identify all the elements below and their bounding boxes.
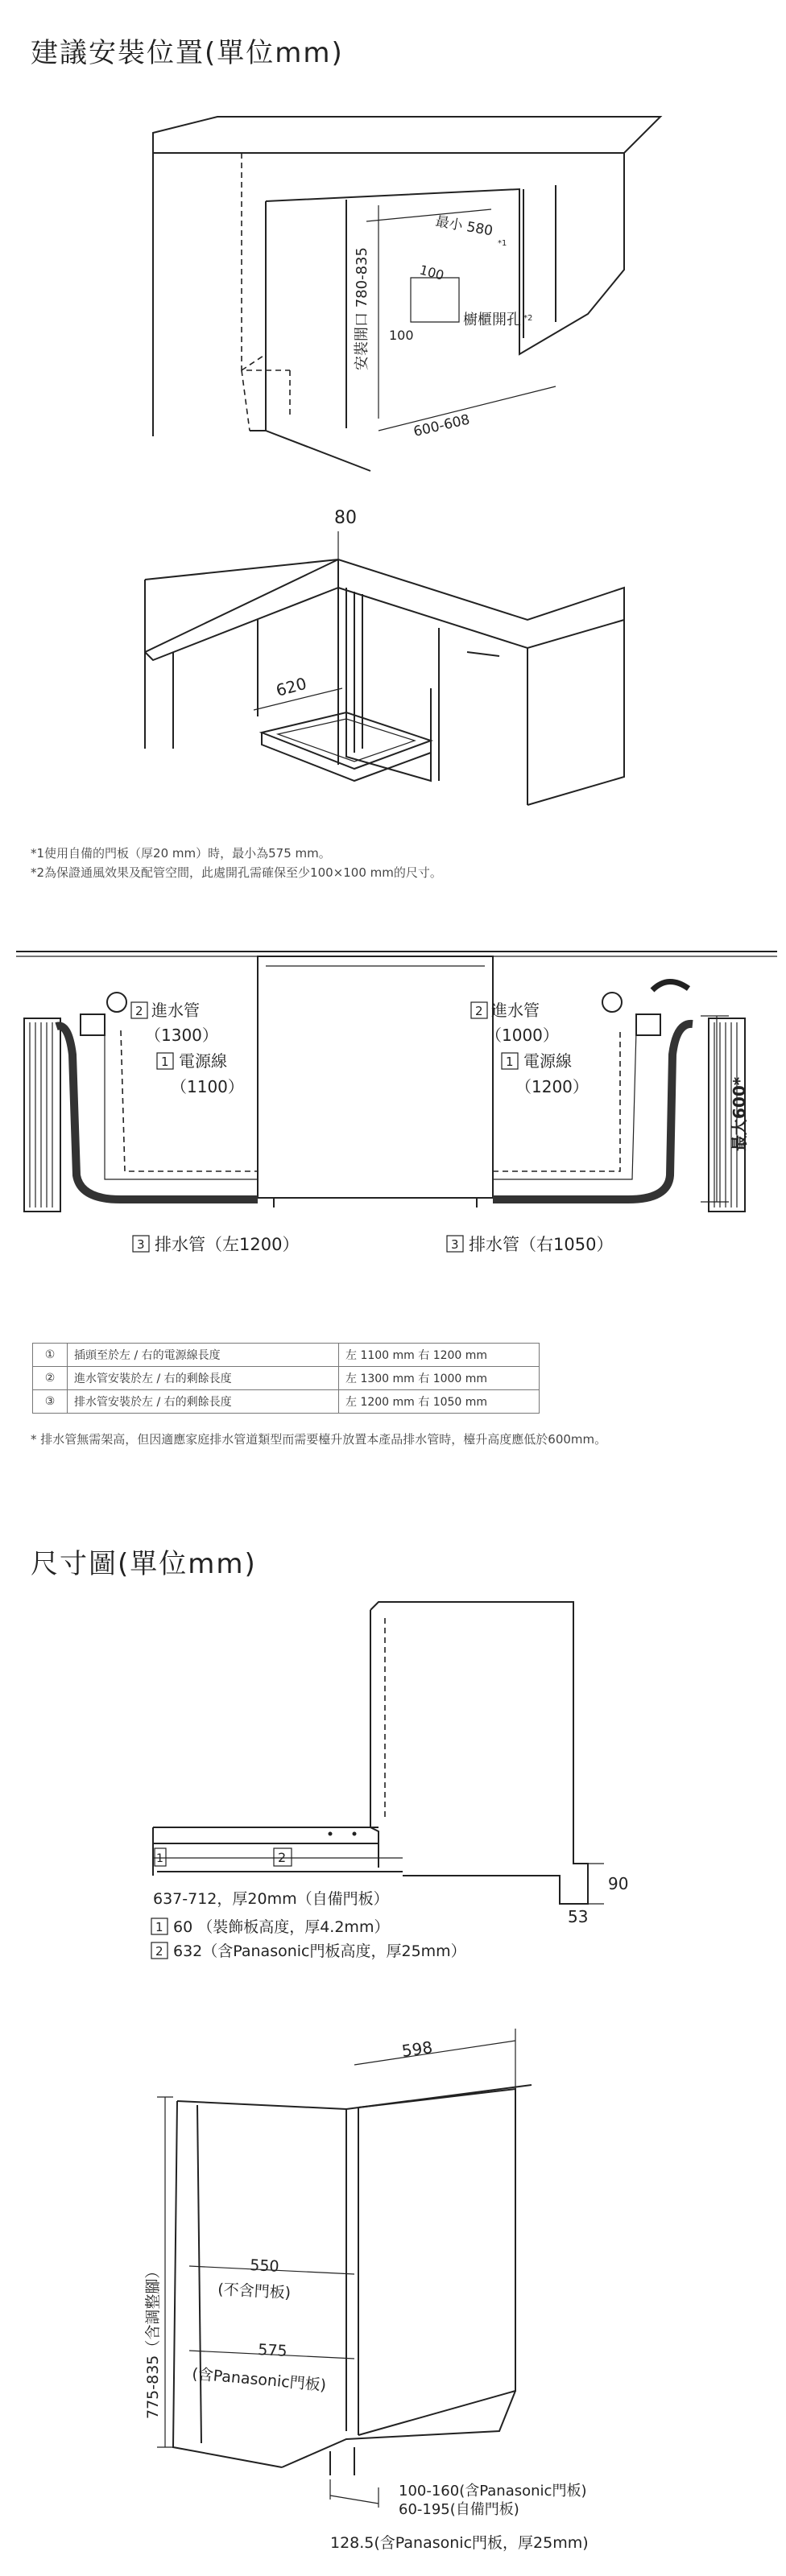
dim53-label: 53 <box>568 1907 589 1926</box>
hose-length-table <box>32 1343 540 1414</box>
counter-top-edge <box>145 559 624 620</box>
open-dishwasher-diagram <box>0 499 786 837</box>
section-title-installation: 建議安裝位置(單位mm) <box>31 37 344 69</box>
left-counter-lip <box>145 588 338 660</box>
table-row <box>33 1344 540 1367</box>
cabinet-hole-label: 櫥櫃開孔 <box>463 312 521 328</box>
right-lift-arrow-icon <box>652 981 689 990</box>
left-power-len: （1100） <box>171 1077 244 1096</box>
front-bottom <box>282 2391 515 2467</box>
top80-label: 80 <box>334 508 357 528</box>
left-drain-hose <box>56 1026 258 1199</box>
door620-label: 620 <box>274 673 309 700</box>
left-drain-label: 排水管（左1200） <box>155 1235 300 1254</box>
width-range-label: 600-608 <box>412 411 472 440</box>
line2-num: 1 <box>155 1920 163 1934</box>
table-row <box>33 1367 540 1390</box>
row-num: ③ <box>33 1390 68 1414</box>
left-wall-grid <box>30 1022 52 1208</box>
right-counter-lip <box>338 588 624 648</box>
right-drain-hose <box>493 1024 693 1199</box>
dim90-ticks <box>580 1864 604 1904</box>
height-label: 775-835（含調整腳） <box>144 2263 162 2419</box>
row-value: 左 1100 mm 右 1200 mm <box>339 1344 540 1367</box>
side-line2: 60 （裝飾板高度，厚4.2mm） <box>173 1918 390 1936</box>
right-outlet <box>636 1014 660 1035</box>
dishwasher-feet <box>274 1198 477 1208</box>
foot-label-2: 60-195(自備門板) <box>399 2501 519 2518</box>
row-desc: 插頭至於左 / 右的電源線長度 <box>68 1344 339 1367</box>
right-cabinet <box>519 153 624 354</box>
row-desc: 進水管安裝於左 / 右的剩餘長度 <box>68 1367 339 1390</box>
side-plinth <box>153 1827 379 1843</box>
hole-box <box>411 278 459 322</box>
dishwasher-front <box>258 956 493 1198</box>
box2-label: 2 <box>278 1850 287 1865</box>
dim598-label: 598 <box>400 2037 434 2061</box>
piping-diagram <box>0 934 786 1288</box>
left-inlet-num: 2 <box>135 1004 143 1018</box>
section-title-dimensions: 尺寸圖(單位mm) <box>31 1548 257 1580</box>
right-power-label: 電源線 <box>523 1051 572 1071</box>
width100-label: 100 <box>389 328 414 343</box>
row-desc: 排水管安裝於左 / 右的剩餘長度 <box>68 1390 339 1414</box>
left-outlet <box>81 1014 105 1035</box>
front-top-edge <box>177 2085 532 2109</box>
cabinet-handle <box>467 652 499 656</box>
cabinet-opening-diagram <box>0 113 786 459</box>
cabinet-hole-mark: *2 <box>523 314 533 323</box>
side-body <box>370 1602 588 1904</box>
dim575-label: 575 <box>257 2341 288 2360</box>
dim90-label: 90 <box>608 1874 629 1893</box>
side-line1: 637-712，厚20mm（自備門板） <box>153 1890 389 1908</box>
min580-label: 最小 580 <box>434 213 494 240</box>
bottom-label: 128.5(含Panasonic門板，厚25mm) <box>330 2534 589 2552</box>
line3-num: 2 <box>155 1944 163 1959</box>
left-inlet-len: （1300） <box>145 1026 218 1045</box>
front-dimension-diagram <box>0 2013 786 2568</box>
depth100-label: 100 <box>417 262 446 283</box>
row-value: 左 1200 mm 右 1050 mm <box>339 1390 540 1414</box>
drain-note: * 排水管無需架高，但因適應家庭排水管道類型而需要檯升放置本產品排水管時，檯升高度應低於600mm。 <box>31 1432 607 1447</box>
installation-note-1: *1使用自備的門板（厚20 mm）時，最小為575 mm。 <box>31 846 331 861</box>
row-num: ② <box>33 1367 68 1390</box>
table-row <box>33 1390 540 1414</box>
foot-label-1: 100-160(含Panasonic門板) <box>399 2483 587 2500</box>
installation-note-2: *2為保證通風效果及配管空間，此處開孔需確保至少100×100 mm的尺寸。 <box>31 865 442 880</box>
min580-mark: *1 <box>498 239 507 248</box>
left-cabinet-doors <box>173 620 258 749</box>
left-faucet-icon <box>107 993 126 1012</box>
side-dimension-diagram <box>0 1602 786 1980</box>
screw-icon <box>329 1832 333 1836</box>
right-power-num: 1 <box>506 1055 514 1069</box>
opening-height-label: 安裝開口 780-835 <box>354 247 370 370</box>
row-num: ① <box>33 1344 68 1367</box>
dim550-label: 550 <box>249 2256 280 2276</box>
right-power-len: （1200） <box>515 1077 589 1096</box>
right-faucet-icon <box>602 993 622 1012</box>
front-door-left <box>197 2105 201 2443</box>
front-door-side <box>346 2107 358 2435</box>
left-drain-num: 3 <box>137 1237 145 1252</box>
floor-line <box>250 431 370 471</box>
dim575-sub: (含Panasonic門板) <box>191 2365 327 2395</box>
right-inlet-num: 2 <box>475 1004 483 1018</box>
side-door-edge <box>370 1610 379 1868</box>
front-right-side <box>358 2089 515 2435</box>
max600-label: 最大600* <box>730 1076 749 1151</box>
right-drain-num: 3 <box>451 1237 459 1252</box>
left-power-label: 電源線 <box>179 1051 227 1071</box>
screw-icon <box>353 1832 357 1836</box>
row-value: 左 1300 mm 右 1000 mm <box>339 1367 540 1390</box>
front-feet <box>330 2447 354 2475</box>
right-drain-label: 排水管（右1050） <box>469 1235 614 1254</box>
right-inlet-label: 進水管 <box>491 1001 540 1020</box>
dishwasher-side <box>354 592 362 753</box>
dishwasher-body <box>346 588 431 781</box>
left-power-num: 1 <box>161 1055 169 1069</box>
countertop <box>153 117 660 153</box>
right-inlet-len: （1000） <box>486 1026 559 1045</box>
left-inlet-label: 進水管 <box>151 1001 200 1020</box>
box1-label: 1 <box>156 1852 163 1865</box>
dim598-line <box>354 2029 515 2089</box>
dim550-sub: (不含門板) <box>217 2281 292 2302</box>
side-line3: 632（含Panasonic門板高度，厚25mm） <box>173 1942 466 1960</box>
foot-dim-line <box>330 2479 379 2508</box>
